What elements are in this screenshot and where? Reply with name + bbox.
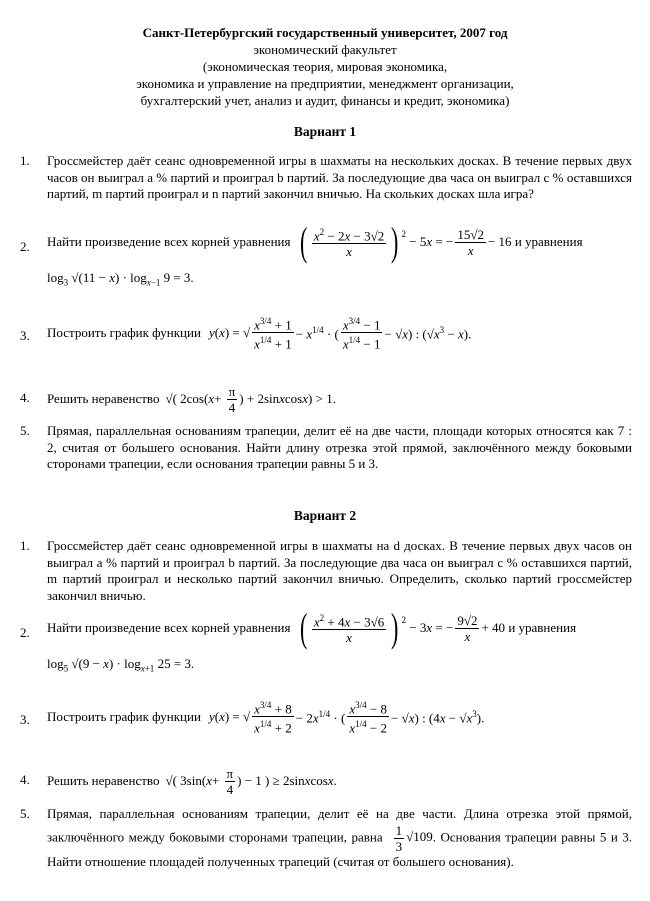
header-line5: бухгалтерский учет, анализ и аудит, финансы и кредит, экономика) (140, 93, 510, 108)
v1-p2-tail: и уравнения (514, 233, 583, 249)
v1-p3-text: Построить график функции (47, 324, 201, 340)
v1-p2-text: Найти произведение всех корней уравнения (47, 233, 291, 249)
v1-p4-inequality: √( 2cos( x + $\frac{\pi}{4}$ ) + 2sin x cos x ) > 1. (165, 384, 336, 415)
v1-num-2: 2. (20, 239, 30, 254)
v2-p2-row (47, 605, 632, 650)
v2-p2-equation: ( $\frac{x^2 + 4x - 3√6}{x}$ ) $^2$ − 3x = − $\frac{9√2}{x}$ + 40 (299, 605, 509, 650)
v1-p5-text: Прямая, параллельная основаниям трапеции, делит её на две части, площади которых относятся как 7 : 2, считая от большего основания. Найти длину отрезка этой прямой, заключённого между боковыми сторонами трапеции, если основания трапеции равны 5 и 3. (47, 423, 632, 471)
v1-num-4: 4. (20, 390, 30, 405)
v2-num-5: 5. (20, 806, 30, 821)
v2-p1-text: Гроссмейстер даёт сеанс одновременной игры в шахматы на d досках. В течение первых двух часов он выиграл a % партий и проиграл b партий. За последующие два часа он выиграл c % оставшихся партий, m партий проиграл и несколько партий закончил вничью. Определить, сколько партий гроссмейстер закончил вничью. (47, 538, 632, 603)
header-line4: экономика и управление на предприятии, менеджмент организации, (136, 76, 514, 91)
v1-p3-row (47, 314, 632, 352)
header-university: Санкт-Петербургский государственный университет, 2007 год (142, 25, 508, 40)
v1-p3-equation: y ( x ) = √ $\frac{x^{3/4} + 1}{x^{1/4} + 1}$ − $x^{1/4}$ · ( $\frac{x^{3/4} - 1}{x^{1/4} - 1}$ − √x) : $(√x^3 - x)$. (208, 316, 472, 352)
v2-p4-text: Решить неравенство (47, 773, 160, 789)
v2-num-2: 2. (20, 625, 30, 640)
v1-problem-3 (20, 314, 632, 352)
header-line3: (экономическая теория, мировая экономика, (202, 59, 448, 74)
v1-p1-text: Гроссмейстер даёт сеанс одновременной игры в шахматы на нескольких досках. В течение первых двух часов он выиграл a % партий и проиграл b партий. За последующие два часа он выиграл c % оставшихся партий, m партий проиграл и n партий закончил вничью. На скольких досках шла игра? (47, 153, 632, 201)
v1-p4-text: Решить неравенство (47, 391, 160, 407)
v2-p5-part-b: . Основания трапеции равны 5 и 3. Найти отношение площадей полученных трапеций (считая от большего основания). (47, 828, 633, 869)
v1-problem-4 (20, 384, 632, 415)
v1-num-5: 5. (20, 423, 30, 438)
v1-p2-equation-2: $\log_3 √(11 - x) \cdot \log_{x-1} 9 = 3$. (47, 270, 194, 288)
v2-p3-equation: y ( x ) = √ $\frac{x^{3/4} + 8}{x^{1/4} + 2}$ − $2x^{1/4}$ · ( $\frac{x^{3/4} - 8}{x^{1/4} - 2}$ − √x) : $(4x - √x^3)$. (208, 700, 485, 736)
v2-p2-tail: и уравнения (508, 619, 577, 635)
v2-problem-2 (20, 605, 632, 677)
v1-problem-2 (20, 219, 632, 291)
v2-num-4: 4. (20, 772, 30, 787)
v1-num-3: 3. (20, 328, 30, 343)
v1-num-1: 1. (20, 153, 30, 168)
variant2-title: Вариант 2 (293, 508, 357, 523)
v2-p3-text: Построить график функции (47, 708, 201, 724)
v1-p2-equation: ( $\frac{x^2 - 2x - 3√2}{x}$ ) $^2$ − 5x = − $\frac{15√2}{x}$ − 16 (299, 219, 515, 264)
v1-problem-5 (20, 423, 632, 473)
v2-p5-part-a: Прямая, параллельная основаниям трапеции, делит её на две части. Длина отрезка этой прямой, заключённого между боковыми сторонами трапеции, равна (47, 806, 632, 844)
v2-p5-text (47, 806, 632, 870)
document-header (0, 24, 650, 109)
v1-problem-1 (20, 153, 632, 203)
v2-p3-row (47, 698, 632, 736)
v2-problem-1 (20, 538, 632, 604)
variant1-title: Вариант 1 (293, 124, 357, 139)
v2-problem-3 (20, 698, 632, 736)
v2-p5-length: $\frac{1}{3}$ √109 (395, 822, 433, 854)
header-faculty: экономический факультет (253, 42, 397, 57)
v2-num-1: 1. (20, 538, 30, 553)
v2-p4-inequality: √( 3sin( x + $\frac{\pi}{4}$ ) − 1 ) ≥ 2sin x cos x . (165, 766, 337, 797)
v1-p4-row (47, 384, 632, 415)
v2-p4-row (47, 766, 632, 797)
v2-problem-4 (20, 766, 632, 797)
v2-p2-text: Найти произведение всех корней уравнения (47, 619, 291, 635)
v1-p2-row (47, 219, 632, 264)
v2-problem-5 (20, 806, 632, 870)
v2-p2-equation-2: $\log_5 √(9 - x) \cdot \log_{x+1} 25 = 3$. (47, 656, 195, 674)
v2-num-3: 3. (20, 712, 30, 727)
